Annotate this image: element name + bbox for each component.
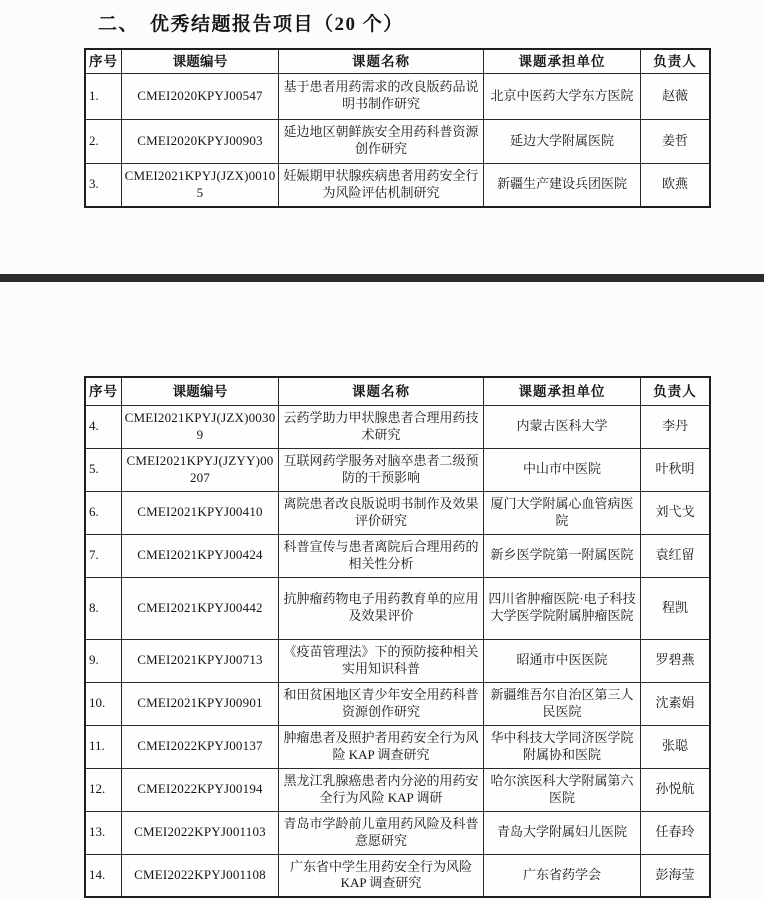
cell-unit: 青岛大学附属妇儿医院	[484, 811, 641, 854]
cell-code: CMEI2020KPYJ00903	[122, 119, 279, 163]
cell-serial: 14.	[85, 854, 122, 897]
cell-name: 青岛市学龄前儿童用药风险及科普意愿研究	[279, 811, 484, 854]
table-row	[85, 491, 710, 534]
cell-code: CMEI2021KPYJ(JZX)00309	[122, 405, 279, 448]
cell-person: 罗碧燕	[641, 639, 711, 682]
page-break-separator	[0, 274, 764, 282]
table-row	[85, 577, 710, 639]
cell-unit: 新疆维吾尔自治区第三人民医院	[484, 682, 641, 725]
cell-person: 赵薇	[641, 73, 711, 119]
cell-person: 欧燕	[641, 163, 711, 207]
table-row	[85, 639, 710, 682]
cell-person: 彭海莹	[641, 854, 711, 897]
cell-code: CMEI2020KPYJ00547	[122, 73, 279, 119]
cell-person: 张聪	[641, 725, 711, 768]
cell-unit: 昭通市中医医院	[484, 639, 641, 682]
cell-unit: 新疆生产建设兵团医院	[484, 163, 641, 207]
column-header-name: 课题名称	[279, 377, 484, 405]
table-row	[85, 854, 710, 897]
cell-unit: 哈尔滨医科大学附属第六医院	[484, 768, 641, 811]
table-header	[85, 377, 710, 405]
cell-serial: 13.	[85, 811, 122, 854]
column-header-serial: 序号	[85, 377, 122, 405]
column-header-person: 负责人	[641, 49, 711, 73]
table-row	[85, 448, 710, 491]
header-row	[85, 377, 710, 405]
table-row	[85, 811, 710, 854]
column-header-serial: 序号	[85, 49, 122, 73]
cell-name: 抗肿瘤药物电子用药教育单的应用及效果评价	[279, 577, 484, 639]
cell-name: 妊娠期甲状腺疾病患者用药安全行为风险评估机制研究	[279, 163, 484, 207]
cell-name: 黑龙江乳腺癌患者内分泌的用药安全行为风险 KAP 调研	[279, 768, 484, 811]
page-title: 二、 优秀结题报告项目（20 个）	[98, 14, 404, 35]
projects-table-page1	[84, 48, 711, 208]
cell-code: CMEI2021KPYJ00901	[122, 682, 279, 725]
cell-code: CMEI2021KPYJ00424	[122, 534, 279, 577]
cell-code: CMEI2021KPYJ(JZYY)00207	[122, 448, 279, 491]
cell-person: 孙悦航	[641, 768, 711, 811]
cell-person: 沈素娟	[641, 682, 711, 725]
cell-code: CMEI2022KPYJ001108	[122, 854, 279, 897]
cell-serial: 2.	[85, 119, 122, 163]
table-body	[85, 405, 710, 897]
cell-person: 程凯	[641, 577, 711, 639]
table-row	[85, 405, 710, 448]
cell-name: 肿瘤患者及照护者用药安全行为风险 KAP 调查研究	[279, 725, 484, 768]
cell-code: CMEI2022KPYJ00194	[122, 768, 279, 811]
cell-serial: 12.	[85, 768, 122, 811]
cell-person: 叶秋明	[641, 448, 711, 491]
cell-serial: 10.	[85, 682, 122, 725]
cell-serial: 1.	[85, 73, 122, 119]
cell-unit: 中山市中医院	[484, 448, 641, 491]
cell-name: 广东省中学生用药安全行为风险 KAP 调查研究	[279, 854, 484, 897]
column-header-code: 课题编号	[122, 377, 279, 405]
cell-unit: 内蒙古医科大学	[484, 405, 641, 448]
cell-name: 互联网药学服务对脑卒患者二级预防的干预影响	[279, 448, 484, 491]
cell-name: 基于患者用药需求的改良版药品说明书制作研究	[279, 73, 484, 119]
column-header-name: 课题名称	[279, 49, 484, 73]
cell-unit: 延边大学附属医院	[484, 119, 641, 163]
cell-person: 姜哲	[641, 119, 711, 163]
table-row	[85, 73, 710, 119]
column-header-person: 负责人	[641, 377, 711, 405]
cell-unit: 北京中医药大学东方医院	[484, 73, 641, 119]
cell-name: 和田贫困地区青少年安全用药科普资源创作研究	[279, 682, 484, 725]
cell-person: 任春玲	[641, 811, 711, 854]
cell-serial: 7.	[85, 534, 122, 577]
cell-serial: 8.	[85, 577, 122, 639]
cell-unit: 新乡医学院第一附属医院	[484, 534, 641, 577]
table-row	[85, 163, 710, 207]
cell-code: CMEI2021KPYJ(JZX)00105	[122, 163, 279, 207]
cell-name: 延边地区朝鲜族安全用药科普资源创作研究	[279, 119, 484, 163]
projects-table-page2	[84, 376, 711, 898]
cell-code: CMEI2022KPYJ001103	[122, 811, 279, 854]
column-header-unit: 课题承担单位	[484, 377, 641, 405]
cell-serial: 3.	[85, 163, 122, 207]
cell-code: CMEI2021KPYJ00442	[122, 577, 279, 639]
table-body	[85, 73, 710, 207]
cell-serial: 6.	[85, 491, 122, 534]
table-row	[85, 682, 710, 725]
cell-serial: 4.	[85, 405, 122, 448]
table-row	[85, 119, 710, 163]
table-row	[85, 534, 710, 577]
cell-code: CMEI2022KPYJ00137	[122, 725, 279, 768]
cell-person: 袁红留	[641, 534, 711, 577]
cell-name: 离院患者改良版说明书制作及效果评价研究	[279, 491, 484, 534]
table-row	[85, 725, 710, 768]
cell-name: 《疫苗管理法》下的预防接种相关实用知识科普	[279, 639, 484, 682]
column-header-code: 课题编号	[122, 49, 279, 73]
table-header	[85, 49, 710, 73]
table-row	[85, 768, 710, 811]
cell-unit: 厦门大学附属心血管病医院	[484, 491, 641, 534]
cell-code: CMEI2021KPYJ00713	[122, 639, 279, 682]
cell-unit: 华中科技大学同济医学院附属协和医院	[484, 725, 641, 768]
cell-name: 云药学助力甲状腺患者合理用药技术研究	[279, 405, 484, 448]
column-header-unit: 课题承担单位	[484, 49, 641, 73]
cell-unit: 广东省药学会	[484, 854, 641, 897]
header-row	[85, 49, 710, 73]
cell-serial: 11.	[85, 725, 122, 768]
cell-code: CMEI2021KPYJ00410	[122, 491, 279, 534]
cell-serial: 9.	[85, 639, 122, 682]
cell-person: 李丹	[641, 405, 711, 448]
cell-person: 刘弋戈	[641, 491, 711, 534]
cell-serial: 5.	[85, 448, 122, 491]
cell-name: 科普宣传与患者离院后合理用药的相关性分析	[279, 534, 484, 577]
cell-unit: 四川省肿瘤医院·电子科技大学医学院附属肿瘤医院	[484, 577, 641, 639]
